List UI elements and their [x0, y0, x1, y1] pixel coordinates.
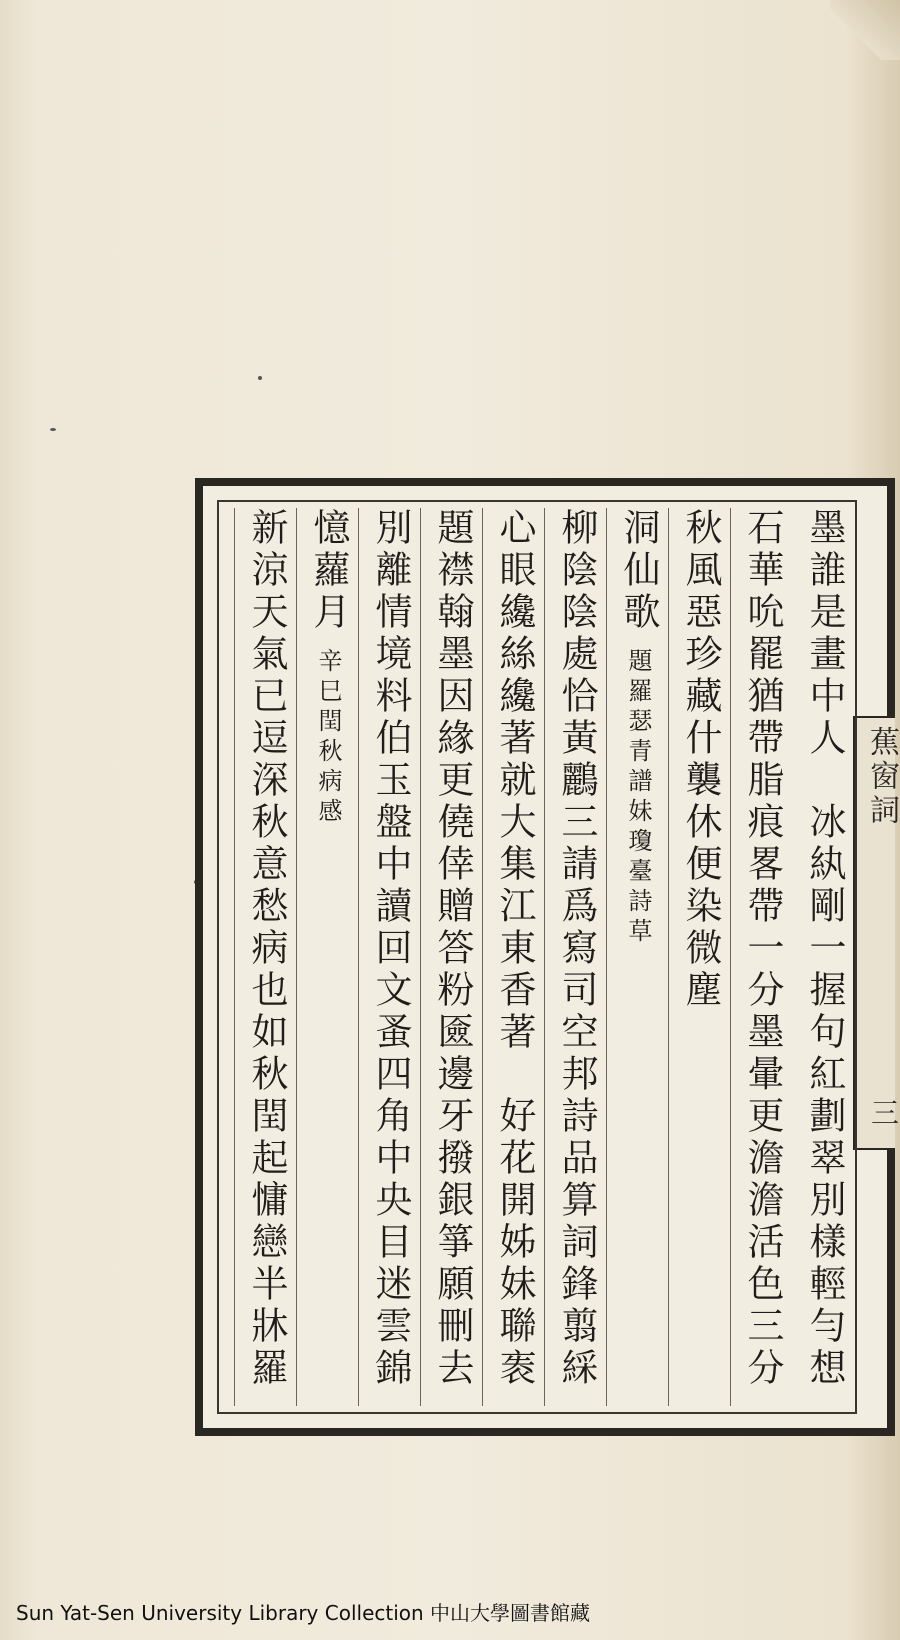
page-number: 三: [867, 1098, 900, 1126]
collection-caption: Sun Yat-Sen University Library Collection 中山大學圖書館藏: [16, 1601, 591, 1625]
text-column: [793, 508, 855, 1406]
column-text: 題襟翰墨因緣更僥倖贈答粉匳邊牙撥銀箏願刪去: [431, 508, 474, 1390]
text-column: [234, 508, 297, 1406]
ink-spot: [50, 428, 56, 431]
page-corner-fold: [830, 0, 900, 60]
text-column: [730, 508, 793, 1406]
column-text: 柳陰陰處恰黃鸝三請爲寫司空邦詩品算詞鋒翦綵: [555, 508, 598, 1390]
poem-subtitle: 題羅瑟青譜妹瓊臺詩草: [624, 648, 652, 948]
column-text: 別離情境料伯玉盤中讀回文蚤四角中央目迷雲錦: [369, 508, 412, 1390]
text-column: [358, 508, 421, 1406]
column-text: 墨誰是畫中人 冰紈剛一握句紅劃翠別樣輕勻想: [803, 508, 846, 1390]
column-text: 新涼天氣已逗深秋意愁病也如秋閏起慵戀半牀羅: [245, 508, 288, 1390]
poem-subtitle: 辛巳閏秋病感: [314, 648, 342, 828]
poem-title: 洞仙歌: [617, 508, 660, 634]
text-column: [420, 508, 483, 1406]
text-column: [668, 508, 731, 1406]
ink-spot: [258, 376, 262, 380]
text-column: [482, 508, 545, 1406]
text-frame: [195, 478, 900, 1436]
text-column: [296, 508, 359, 1406]
poem-title: 憶蘿月: [307, 508, 350, 634]
page-margin-strip: [853, 716, 900, 1150]
column-text: 心眼纔絲纔著就大集江東香著 好花開姊妹聯袠: [493, 508, 536, 1390]
text-column: [606, 508, 669, 1406]
book-title: 蕉窗詞: [864, 726, 899, 828]
column-text: 秋風惡珍藏什襲休便染微塵: [679, 508, 722, 1012]
column-text: 石華吮罷猶帶脂痕畧帶一分墨暈更澹澹活色三分: [741, 508, 784, 1390]
text-block: [217, 500, 857, 1414]
text-column: [544, 508, 607, 1406]
